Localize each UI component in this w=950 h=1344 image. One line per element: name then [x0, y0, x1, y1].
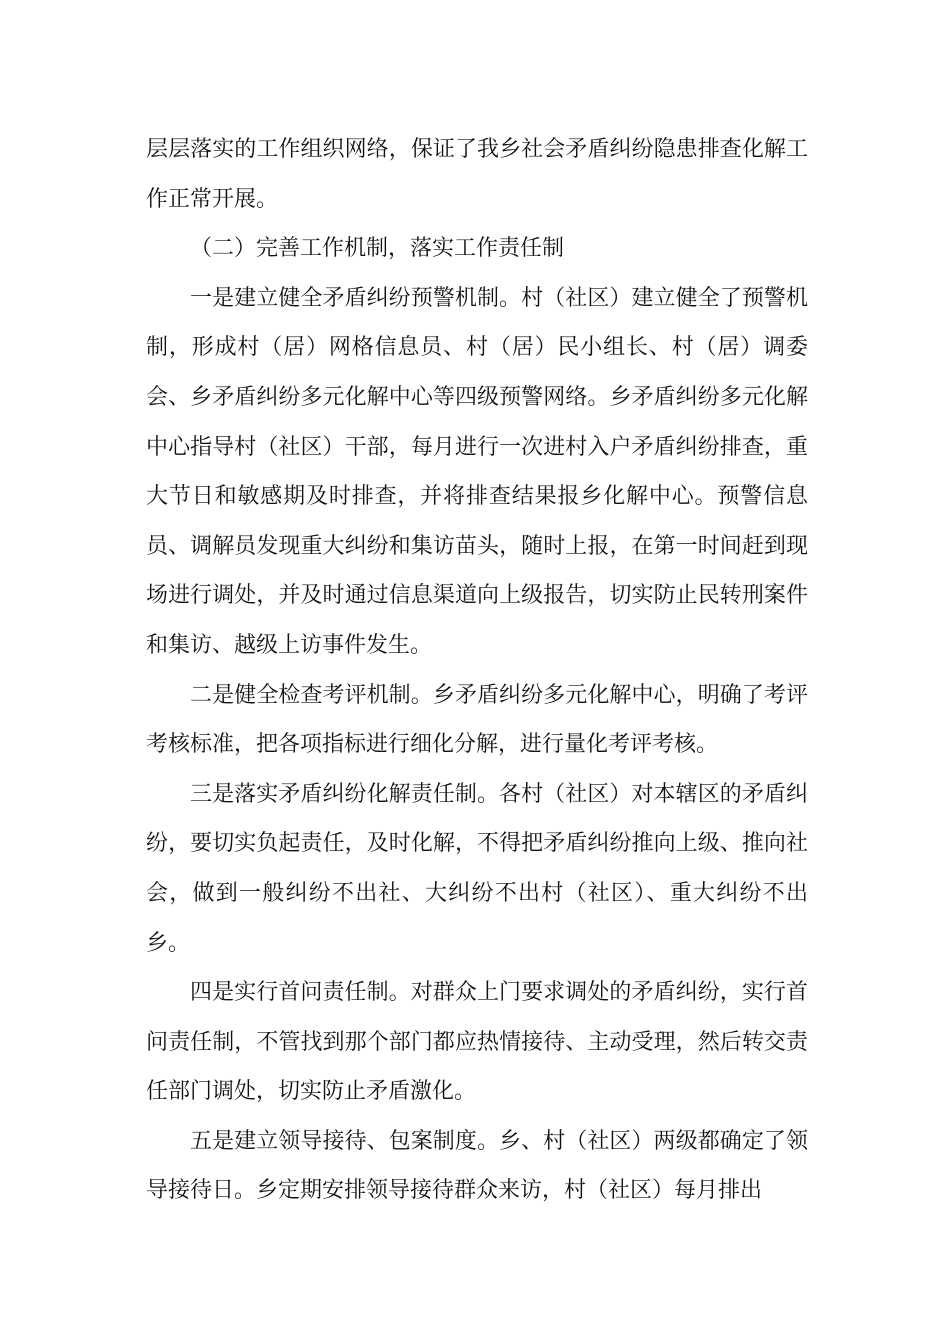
document-body — [146, 125, 808, 1216]
paragraph-leader-reception: 五是建立领导接待、包案制度。乡、村（社区）两级都确定了领导接待日。乡定期安排领导接待群众来访，村（社区）每月排出 — [146, 1128, 808, 1204]
paragraph-early-warning: 一是建立健全矛盾纠纷预警机制。村（社区）建立健全了预警机制，形成村（居）网格信息员、村（居）民小组长、村（居）调委会、乡矛盾纠纷多元化解中心等四级预警网络。乡矛盾纠纷多元化解中心指导村（社区）干部，每月进行一次进村入户矛盾纠纷排查，重大节日和敏感期及时排查，并将排查结果报乡化解中心。预警信息员、调解员发现重大纠纷和集访苗头，随时上报，在第一时间赶到现场进行调处，并及时通过信息渠道向上级报告，切实防止民转刑案件和集访、越级上访事件发生。 — [146, 285, 808, 658]
paragraph-continuation: 层层落实的工作组织网络，保证了我乡社会矛盾纠纷隐患排查化解工作正常开展。 — [146, 137, 808, 212]
paragraph-inspection-evaluation: 二是健全检查考评机制。乡矛盾纠纷多元化解中心，明确了考评考核标准，把各项指标进行细化分解，进行量化考评考核。 — [146, 682, 808, 758]
paragraph-responsibility-system: 三是落实矛盾纠纷化解责任制。各村（社区）对本辖区的矛盾纠纷，要切实负起责任，及时化解，不得把矛盾纠纷推向上级、推向社会，做到一般纠纷不出社、大纠纷不出村（社区）、重大纠纷不出乡。 — [146, 781, 808, 956]
section-heading: （二）完善工作机制，落实工作责任制 — [190, 236, 565, 262]
paragraph-first-inquiry: 四是实行首问责任制。对群众上门要求调处的矛盾纠纷，实行首问责任制，不管找到那个部门都应热情接待、主动受理，然后转交责任部门调处，切实防止矛盾激化。 — [146, 980, 808, 1105]
